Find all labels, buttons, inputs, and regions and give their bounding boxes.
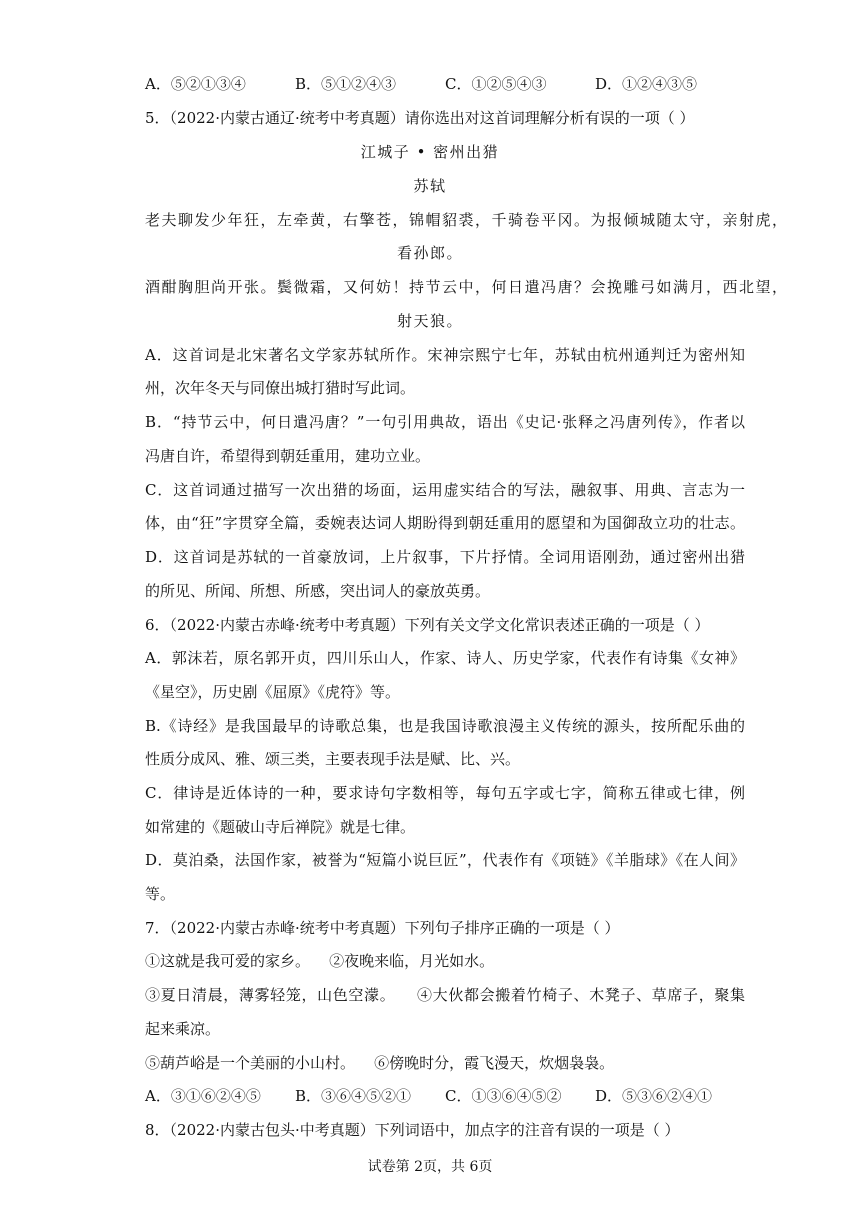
q5-option-line: 体，由“狂”字贯穿全篇，委婉表达词人期盼得到朝廷重用的愿望和为国御敌立功的壮志。 xyxy=(145,514,745,532)
q7-options xyxy=(145,1086,745,1106)
q6-stem: 6．（2022·内蒙古赤峰·统考中考真题）下列有关文学文化常识表述正确的一项是（ ） xyxy=(145,616,710,634)
q4-options xyxy=(145,74,745,94)
q6-line: C．律诗是近体诗的一种，要求诗句字数相等，每句五字或七字，简称五律或七律，例 xyxy=(145,784,745,802)
q7-option-c: C．①③⑥④⑤② xyxy=(445,1087,562,1105)
poem-line: 射天狼。 xyxy=(396,312,463,330)
q7-line: 起来乘凉。 xyxy=(145,1020,221,1038)
q5-option-line: 的所见、所闻、所想、所感，突出词人的豪放英勇。 xyxy=(145,582,491,600)
q5-option-line: 冯唐自许，希望得到朝廷重用，建功立业。 xyxy=(145,447,431,465)
q6-line: 性质分成风、雅、颂三类，主要表现手法是赋、比、兴。 xyxy=(145,750,521,768)
q5-option-line: C．这首词通过描写一次出猎的场面，运用虚实结合的写法，融叙事、用典、言志为一 xyxy=(145,481,745,499)
q6-line: D．莫泊桑，法国作家，被誉为“短篇小说巨匠”，代表作有《项链》《羊脂球》《在人间》 xyxy=(145,851,745,869)
q5-option-line: B．“持节云中，何日遣冯唐？”一句引用典故，语出《史记·张释之冯唐列传》，作者以 xyxy=(145,413,745,431)
q4-option-a: A．⑤②①③④ xyxy=(145,75,246,93)
q7-option-d: D．⑤③⑥②④① xyxy=(595,1087,713,1105)
q6-line: B.《诗经》是我国最早的诗歌总集，也是我国诗歌浪漫主义传统的源头，按所配乐曲的 xyxy=(145,717,745,735)
poem-author: 苏轼 xyxy=(413,177,447,195)
poem-line: 看孙郎。 xyxy=(396,244,463,262)
q6-line: A．郭沫若，原名郭开贞，四川乐山人，作家、诗人、历史学家，代表作有诗集《女神》 xyxy=(145,649,745,667)
q7-option-b: B．③⑥④⑤②① xyxy=(295,1087,412,1105)
poem-line: 老夫聊发少年狂，左牵黄，右擎苍，锦帽貂裘，千骑卷平冈。为报倾城随太守，亲射虎， xyxy=(145,211,789,229)
q4-option-c: C．①②⑤④③ xyxy=(445,75,547,93)
q7-option-a: A．③①⑥②④⑤ xyxy=(145,1087,261,1105)
q6-line: 等。 xyxy=(145,885,176,903)
q7-stem: 7．（2022·内蒙古赤峰·统考中考真题）下列句子排序正确的一项是（ ） xyxy=(145,919,620,937)
poem-line: 酒酣胸胆尚开张。鬓微霜，又何妨！持节云中，何日遣冯唐？会挽雕弓如满月，西北望， xyxy=(145,278,789,296)
q6-line: 如常建的《题破山寺后禅院》就是七律。 xyxy=(145,818,416,836)
q7-line: ⑤葫芦峪是一个美丽的小山村。 ⑥傍晚时分，霞飞漫天，炊烟袅袅。 xyxy=(145,1054,615,1072)
q5-stem: 5．（2022·内蒙古通辽·统考中考真题）请你选出对这首词理解分析有误的一项（ ） xyxy=(145,109,695,127)
poem-title: 江城子 • 密州出猎 xyxy=(360,143,500,161)
q8-stem: 8．（2022·内蒙古包头·中考真题）下列词语中，加点字的注音有误的一项是（ ） xyxy=(145,1121,680,1139)
q7-line: ③夏日清晨，薄雾轻笼，山色空濛。 ④大伙都会搬着竹椅子、木凳子、草席子，聚集 xyxy=(145,986,745,1004)
q5-option-line: 州，次年冬天与同僚出城打猎时写此词。 xyxy=(145,379,416,397)
q6-line: 《星空》，历史剧《屈原》《虎符》等。 xyxy=(145,683,401,701)
q7-line: ①这就是我可爱的家乡。 ②夜晚来临，月光如水。 xyxy=(145,952,495,970)
q5-option-line: A．这首词是北宋著名文学家苏轼所作。宋神宗熙宁七年，苏轼由杭州通判迁为密州知 xyxy=(145,346,745,364)
q5-option-line: D．这首词是苏轼的一首豪放词，上片叙事，下片抒情。全词用语刚劲，通过密州出猎 xyxy=(145,548,745,566)
page-footer: 试卷第 2页，共 6页 xyxy=(367,1159,493,1175)
q4-option-d: D．①②④③⑤ xyxy=(595,75,698,93)
q4-option-b: B．⑤①②④③ xyxy=(295,75,397,93)
